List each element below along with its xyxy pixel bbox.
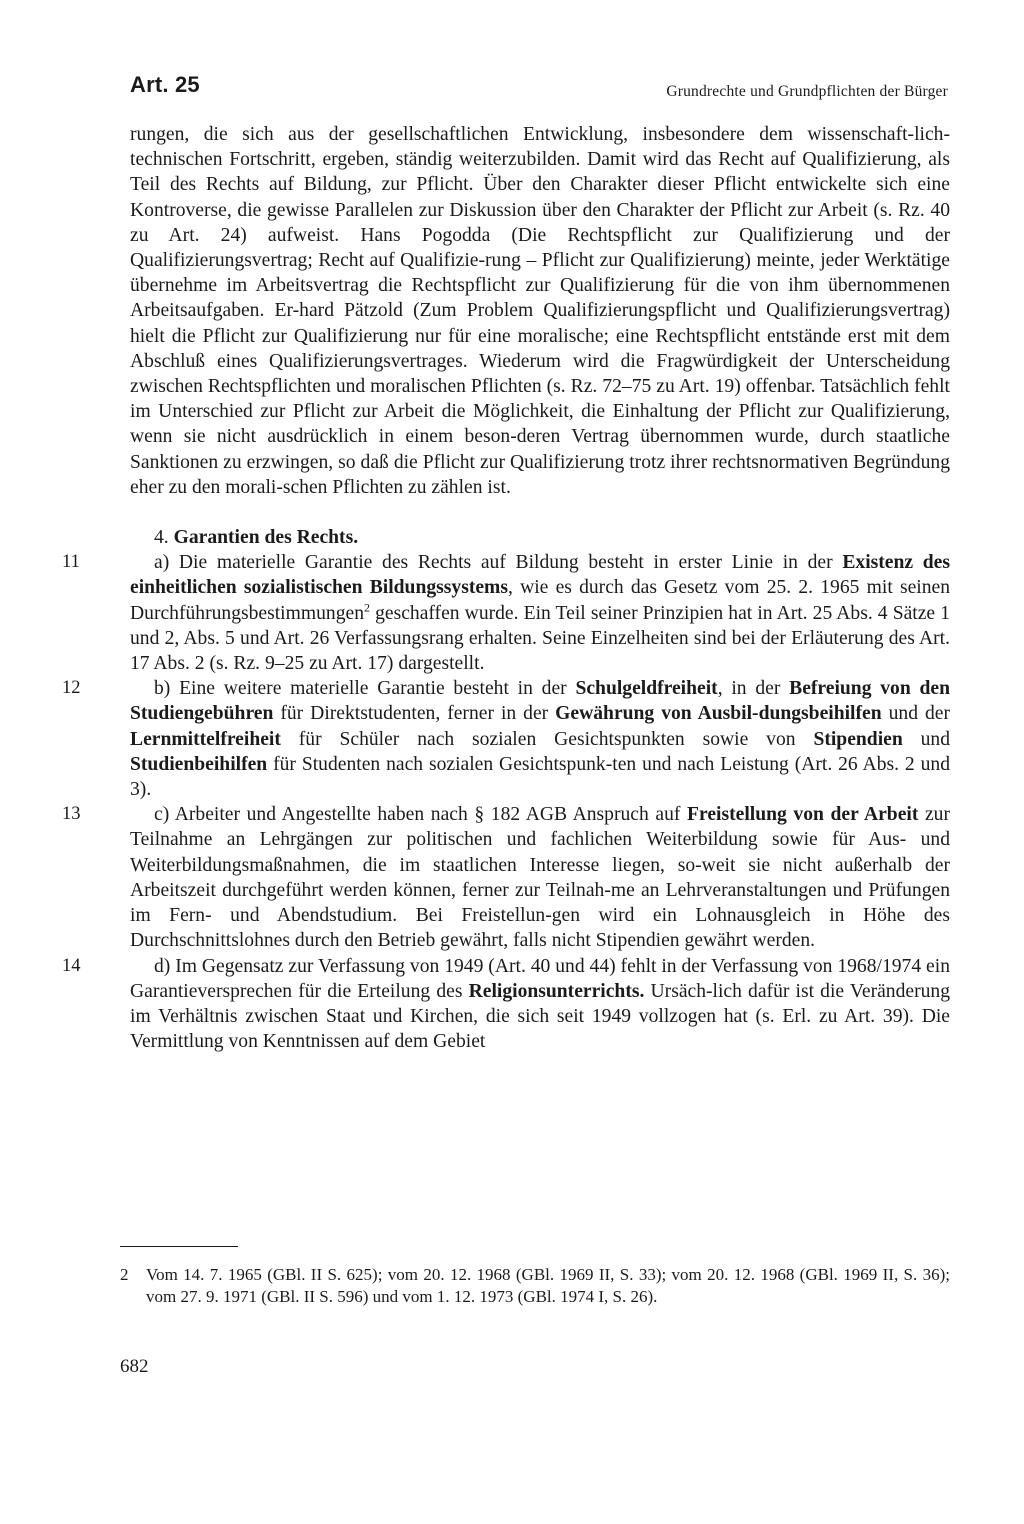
section-title: Garantien des Rechts. [173,527,359,549]
margin-number: 11 [62,552,80,573]
paragraph-12: 12 b) Eine weitere materielle Garantie besteht in der Schulgeldfreiheit, in der Befreiung von den Studiengebühren für Direktstudenten, ferner in der Gewährung von Ausbil-dungsbeihilfen und der Lernmittelfreiheit für Schüler nach sozialen Gesichtspunkten sowie von Stipendien und Studienbeihilfen für Studenten nach sozialen Gesichtspunk-ten und nach Leistung (Art. 26 Abs. 2 und 3). [62,678,950,801]
footnote-ref: 2 [364,600,370,615]
running-title: Grundrechte und Grundpflichten der Bürger [666,83,948,100]
emphasis: Lernmittelfreiheit [130,728,281,750]
emphasis: Schulgeldfreiheit [575,678,718,700]
emphasis: Freistellung von der Arbeit [687,804,919,826]
paragraph-13: 13 c) Arbeiter und Angestellte haben nach § 182 AGB Anspruch auf Freistellung von der Arbeit zur Teilnahme an Lehrgängen zur politischen und fachlichen Weiterbildung sowie für Aus- und Weiterbildungsmaßnahmen, die im staatlichen Interesse liegen, so-weit sie nicht außerhalb der Arbeitszeit durchgeführt werden können, ferner zur Teilnah-me an Lehrveranstaltungen und Prüfungen im Fern- und Abendstudium. Bei Freistellun-gen wird ein Lohnausgleich in Höhe des Durchschnittslohnes durch den Betrieb gewährt, falls nicht Stipendien gewährt werden. [62,804,951,952]
paragraph-14: 14 d) Im Gegensatz zur Verfassung von 1949 (Art. 40 und 44) fehlt in der Verfassung von 1968/1974 ein Garantieversprechen für die Erteilung des Religionsunterrichts. Ursäch-lich dafür ist die Veränderung im Verhältnis zwischen Staat und Kirchen, die sich seit 1949 vollzogen hat (s. Erl. zu Art. 39). Die Vermittlung von Kenntnissen auf dem Gebiet [62,955,950,1053]
paragraph-11: 11 a) Die materielle Garantie des Rechts auf Bildung besteht in erster Linie in der Existenz des einheitlichen sozialistischen Bildungssystems, wie es durch das Gesetz vom 25. 2. 1965 mit seinen Durchführungsbestimmungen$^2$ geschaffen wurde. Ein Teil seiner Prinzipien hat in Art. 25 Abs. 4 Sätze 1 und 2, Abs. 5 und Art. 26 Verfassungsrang erhalten. Seine Einzelheiten sind bei der Erläuterung des Art. 17 Abs. 2 (s. Rz. 9–25 zu Art. 17) dargestellt. [62,552,950,675]
footnote [120,1264,950,1308]
emphasis: Existenz des einheitlichen sozialistischen Bildungssystems [130,552,950,599]
section-heading [130,525,950,550]
section-number: 4. [154,527,169,549]
page-number: 682 [120,1356,149,1377]
emphasis: Stipendien [813,728,903,750]
emphasis: Befreiung von den Studiengebühren [130,678,950,725]
article-header: Art. 25 [130,72,200,97]
margin-number: 12 [62,678,81,699]
emphasis: Studienbeihilfen [130,753,268,775]
footnote-number: 2 [120,1265,129,1284]
margin-number: 14 [62,955,81,976]
body-text [62,122,951,1054]
footnote-divider [120,1246,238,1247]
footnote-text: Vom 14. 7. 1965 (GBl. II S. 625); vom 20. 12. 1968 (GBl. 1969 II, S. 33); vom 20. 12. 1968 (GBl. 1969 II, S. 36); vom 27. 9. 1971 (GBl. II S. 596) und vom 1. 12. 1973 (GBl. 1974 I, S. 26). [146,1265,950,1306]
intro-paragraph: rungen, die sich aus der gesellschaftlichen Entwicklung, insbesondere dem wissenschaft-lich-technischen Fortschritt, ergeben, ständig weiterzubilden. Damit wird das Recht auf Qualifizierung, als Teil des Rechts auf Bildung, zur Pflicht. Über den Charakter dieser Pflicht entwickelte sich eine Kontroverse, die gewisse Parallelen zur Diskussion über den Charakter der Pflicht zur Arbeit (s. Rz. 40 zu Art. 24) aufweist. Hans Pogodda (Die Rechtspflicht zur Qualifizierung und der Qualifizierungsvertrag; Recht auf Qualifizie-rung – Pflicht zur Qualifizierung) meinte, jeder Werktätige übernehme im Arbeitsvertrag die Rechtspflicht zur Qualifizierung für die von ihm übernommenen Arbeitsaufgaben. Er-hard Pätzold (Zum Problem Qualifizierungspflicht und Qualifizierungsvertrag) hielt die Pflicht zur Qualifizierung nur für eine moralische; eine Rechtspflicht entstände erst mit dem Abschluß eines Qualifizierungsvertrages. Wiederum wird die Fragwürdigkeit der Unterscheidung zwischen Rechtspflichten und moralischen Pflichten (s. Rz. 72–75 zu Art. 19) offenbar. Tatsächlich fehlt im Unterschied zur Pflicht zur Arbeit die Möglichkeit, die Einhaltung der Pflicht zur Qualifizierung, wenn sie nicht ausdrücklich in einem beson-deren Vertrag übernommen wurde, durch staatliche Sanktionen zu erzwingen, so daß die Pflicht zur Qualifizierung trotz ihrer rechtsnormativen Begründung eher zu den morali-schen Pflichten zu zählen ist. [130,124,950,498]
emphasis: Religionsunterrichts. [468,980,645,1002]
emphasis: Gewährung von Ausbil-dungsbeihilfen [555,703,882,725]
margin-number: 13 [62,804,81,825]
